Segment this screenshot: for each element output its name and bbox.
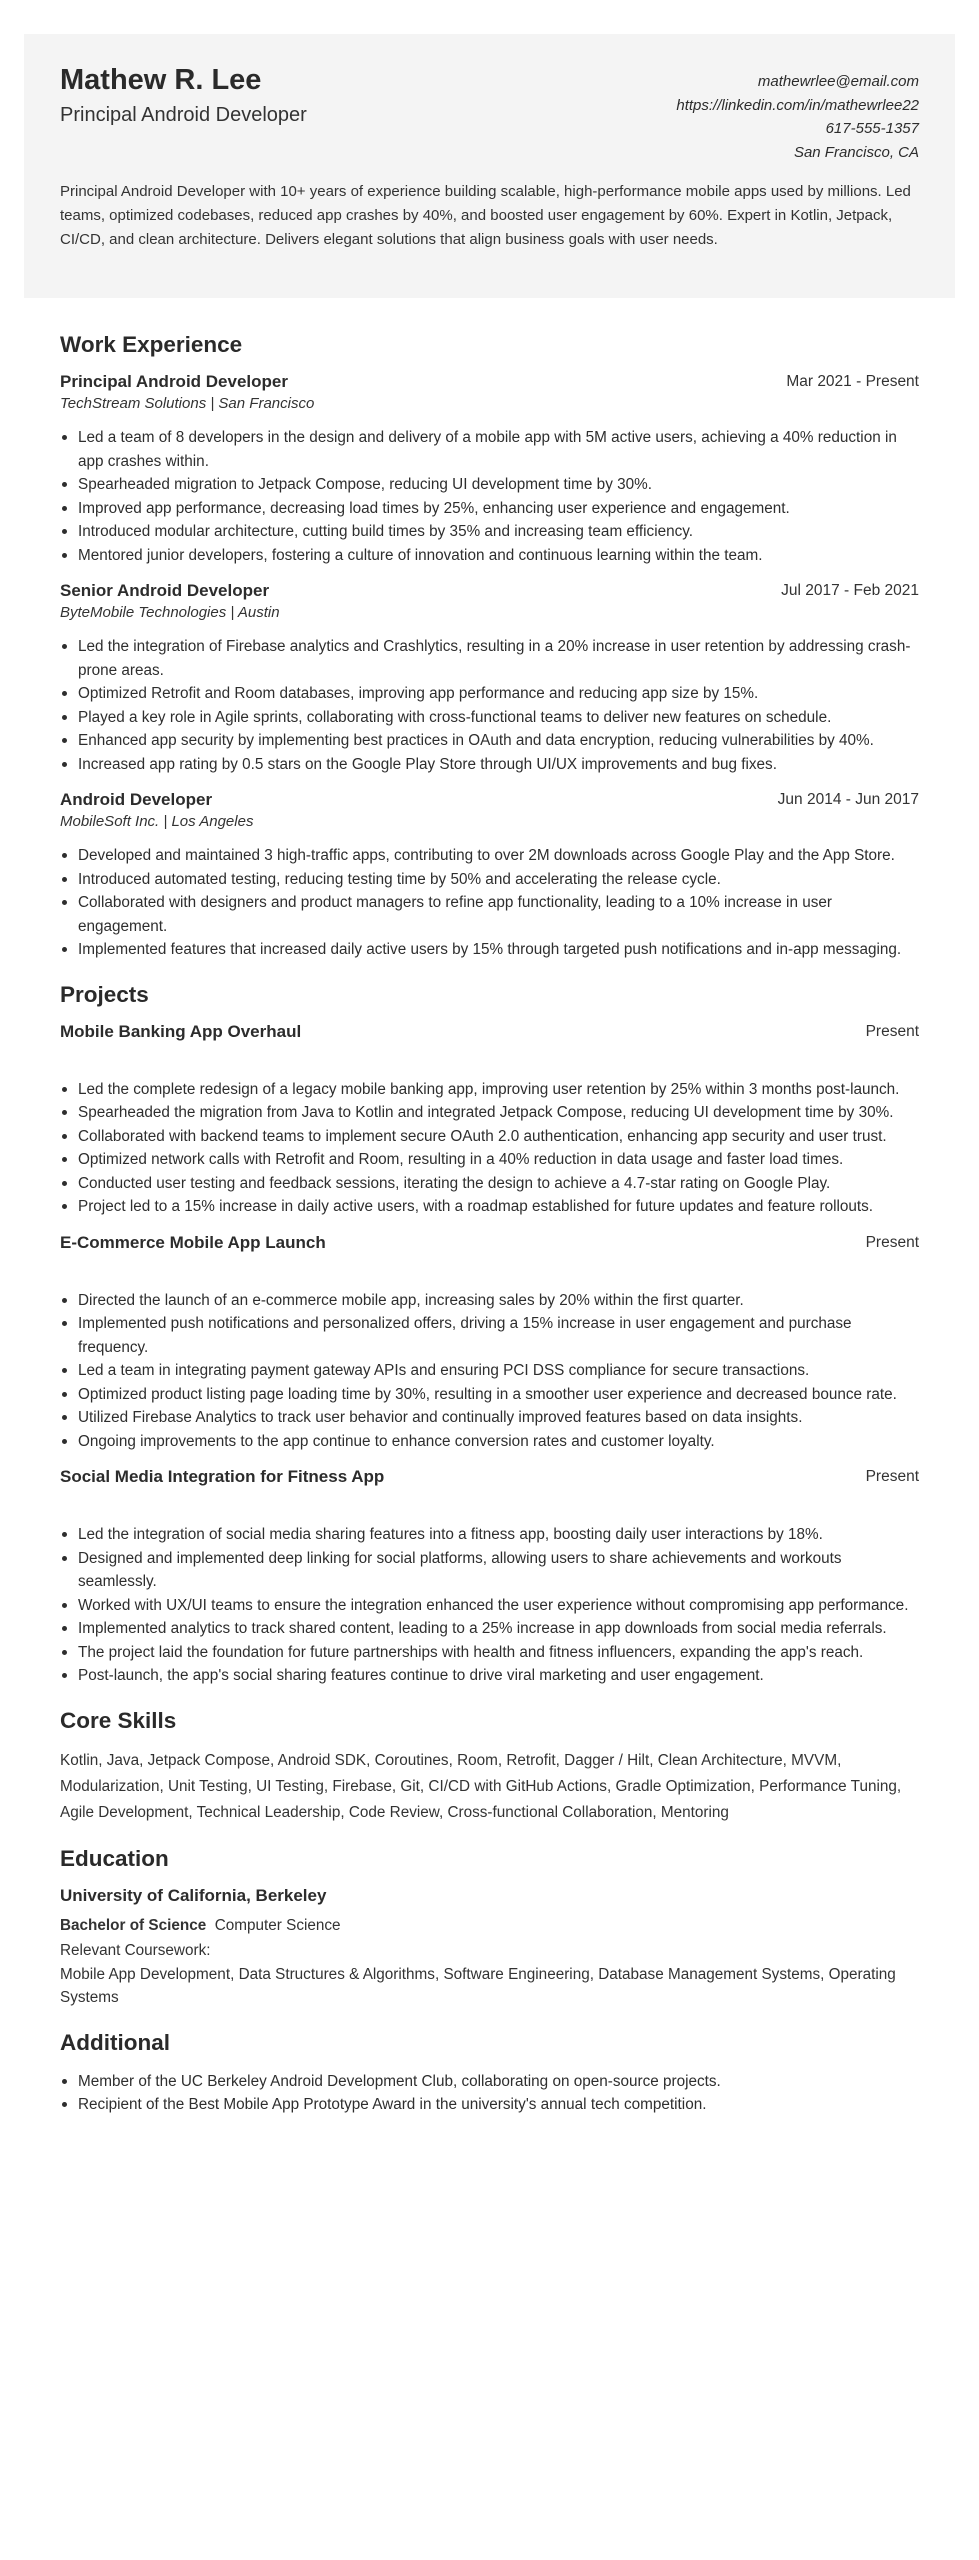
list-item: Implemented features that increased daily active users by 15% through targeted push notifications and in-app messaging. — [78, 938, 919, 962]
professional-summary: Principal Android Developer with 10+ years of experience building scalable, high-performance mobile apps used by millions. Led teams, optimized codebases, reduced app crashes by 40%, and boosted user engagement by 60%. Expert in Kotlin, Jetpack, CI/CD, and clean architecture. Delivers elegant solutions that align business goals with user needs. — [60, 183, 911, 248]
education-field: Computer Science — [214, 1916, 341, 1934]
list-item: Spearheaded the migration from Java to Kotlin and integrated Jetpack Compose, reducing UI development time by 30%. — [78, 1101, 919, 1125]
additional-bullets — [60, 2070, 919, 2117]
list-item: Led the integration of Firebase analytics and Crashlytics, resulting in a 20% increase in user retention by addressing crash-prone areas. — [78, 635, 919, 682]
job-date: Jun 2014 - Jun 2017 — [777, 791, 919, 808]
contact-info — [676, 70, 919, 164]
job-company: MobileSoft Inc. | Los Angeles — [60, 813, 254, 830]
list-item: Collaborated with designers and product managers to refine app functionality, leading to a 10% increase in user engagement. — [78, 891, 919, 938]
list-item: The project laid the foundation for future partnerships with health and fitness influencers, expanding the app's reach. — [78, 1641, 919, 1665]
coursework-list: Mobile App Development, Data Structures & Algorithms, Software Engineering, Database Management Systems, Operating Systems — [60, 1965, 896, 2006]
project-date: Present — [865, 1233, 919, 1251]
contact-location: San Francisco, CA — [793, 143, 919, 161]
list-item: Directed the launch of an e-commerce mobile app, increasing sales by 20% within the first quarter. — [78, 1289, 919, 1313]
list-item: Implemented analytics to track shared content, leading to a 25% increase in app downloads from social media referrals. — [78, 1617, 919, 1641]
project-bullets — [60, 1523, 919, 1688]
list-item: Recipient of the Best Mobile App Prototype Award in the university's annual tech competition. — [78, 2093, 919, 2117]
list-item: Collaborated with backend teams to implement secure OAuth 2.0 authentication, enhancing app security and user trust. — [78, 1125, 919, 1149]
list-item: Utilized Firebase Analytics to track user behavior and continually improved features based on data insights. — [78, 1406, 919, 1430]
list-item: Enhanced app security by implementing best practices in OAuth and data encryption, reducing vulnerabilities by 40%. — [78, 729, 919, 753]
job-entry — [60, 790, 919, 962]
list-item: Developed and maintained 3 high-traffic apps, contributing to over 2M downloads across Google Play and the App Store. — [78, 844, 919, 868]
section-heading-additional: Additional — [60, 2029, 170, 2055]
list-item: Led the integration of social media sharing features into a fitness app, boosting daily user interactions by 18%. — [78, 1523, 919, 1547]
skills-list: Kotlin, Java, Jetpack Compose, Android SDK, Coroutines, Room, Retrofit, Dagger / Hilt, Clean Architecture, MVVM, Modularization, Unit Testing, UI Testing, Firebase, Git, CI/CD with GitHub Actions, Gradle Optimization, Performance Tuning, Agile Development, Technical Leadership, Code Review, Cross-functional Collaboration, Mentoring — [60, 1751, 902, 1821]
job-title: Android Developer — [60, 790, 213, 809]
list-item: Led a team of 8 developers in the design and delivery of a mobile app with 5M active users, achieving a 40% reduction in app crashes within. — [78, 426, 919, 473]
list-item: Led a team in integrating payment gateway APIs and ensuring PCI DSS compliance for secure transactions. — [78, 1359, 919, 1383]
list-item: Worked with UX/UI teams to ensure the integration enhanced the user experience without compromising app performance. — [78, 1594, 919, 1618]
list-item: Optimized network calls with Retrofit and Room, resulting in a 40% reduction in data usage and faster load times. — [78, 1148, 919, 1172]
job-date: Jul 2017 - Feb 2021 — [781, 582, 919, 599]
resume-header — [24, 34, 955, 298]
list-item: Conducted user testing and feedback sessions, iterating the design to achieve a 4.7-star rating on Google Play. — [78, 1172, 919, 1196]
list-item: Spearheaded migration to Jetpack Compose, reducing UI development time by 30%. — [78, 473, 919, 497]
list-item: Post-launch, the app's social sharing features continue to drive viral marketing and user engagement. — [78, 1664, 919, 1688]
project-title: Mobile Banking App Overhaul — [60, 1021, 302, 1041]
education-degree: Bachelor of Science — [60, 1916, 207, 1934]
list-item: Optimized product listing page loading time by 30%, resulting in a smoother user experience and decreased bounce rate. — [78, 1383, 919, 1407]
list-item: Ongoing improvements to the app continue to enhance conversion rates and customer loyalty. — [78, 1430, 919, 1454]
job-bullets — [60, 635, 919, 776]
project-entry — [60, 1467, 919, 1688]
resume-body — [60, 332, 919, 2117]
job-date: Mar 2021 - Present — [786, 373, 919, 390]
candidate-title: Principal Android Developer — [60, 104, 307, 126]
project-title: Social Media Integration for Fitness App — [60, 1467, 385, 1486]
list-item: Introduced modular architecture, cutting build times by 35% and increasing team efficiency. — [78, 520, 919, 544]
contact-linkedin[interactable]: https://linkedin.com/in/mathewrlee22 — [676, 96, 919, 114]
section-heading-work: Work Experience — [60, 332, 243, 357]
skills-section — [60, 1708, 919, 1826]
project-bullets — [60, 1078, 919, 1219]
section-heading-projects: Projects — [60, 981, 149, 1007]
list-item: Optimized Retrofit and Room databases, improving app performance and reducing app size by 15%. — [78, 682, 919, 706]
list-item: Improved app performance, decreasing load times by 25%, enhancing user experience and engagement. — [78, 497, 919, 521]
list-item: Increased app rating by 0.5 stars on the Google Play Store through UI/UX improvements and bug fixes. — [78, 753, 919, 777]
job-bullets — [60, 426, 919, 567]
project-entry — [60, 1233, 919, 1454]
job-company: TechStream Solutions | San Francisco — [60, 395, 315, 412]
list-item: Introduced automated testing, reducing testing time by 50% and accelerating the release cycle. — [78, 868, 919, 892]
list-item: Designed and implemented deep linking for social platforms, allowing users to share achievements and workouts seamlessly. — [78, 1547, 919, 1594]
project-date: Present — [865, 1468, 919, 1485]
additional-section — [60, 2030, 919, 2117]
education-degree-line — [60, 1914, 919, 1938]
project-bullets — [60, 1289, 919, 1454]
section-heading-education: Education — [60, 1845, 169, 1871]
project-title: E-Commerce Mobile App Launch — [60, 1232, 326, 1252]
contact-phone: 617-555-1357 — [825, 120, 919, 137]
list-item: Led the complete redesign of a legacy mobile banking app, improving user retention by 25% within 3 months post-launch. — [78, 1078, 919, 1102]
candidate-name: Mathew R. Lee — [60, 64, 262, 96]
projects-section — [60, 982, 919, 1688]
list-item: Played a key role in Agile sprints, collaborating with cross-functional teams to deliver new features on schedule. — [78, 706, 919, 730]
project-date: Present — [865, 1022, 919, 1040]
education-section — [60, 1846, 919, 2010]
job-title: Principal Android Developer — [60, 372, 288, 391]
job-title: Senior Android Developer — [60, 581, 270, 600]
job-bullets — [60, 844, 919, 962]
section-heading-skills: Core Skills — [60, 1707, 177, 1733]
project-entry — [60, 1022, 919, 1219]
coursework-label: Relevant Coursework: — [60, 1942, 211, 1959]
list-item: Mentored junior developers, fostering a culture of innovation and continuous learning within the team. — [78, 544, 919, 568]
list-item: Member of the UC Berkeley Android Development Club, collaborating on open-source projects. — [78, 2070, 919, 2094]
job-company: ByteMobile Technologies | Austin — [60, 604, 280, 621]
education-school: University of California, Berkeley — [60, 1885, 327, 1905]
list-item: Project led to a 15% increase in daily active users, with a roadmap established for future updates and feature rollouts. — [78, 1195, 919, 1219]
contact-email[interactable]: mathewrlee@email.com — [757, 73, 919, 90]
job-entry — [60, 372, 919, 567]
job-entry — [60, 581, 919, 776]
list-item: Implemented push notifications and personalized offers, driving a 15% increase in user engagement and purchase frequency. — [78, 1312, 919, 1359]
work-experience-section — [60, 332, 919, 962]
